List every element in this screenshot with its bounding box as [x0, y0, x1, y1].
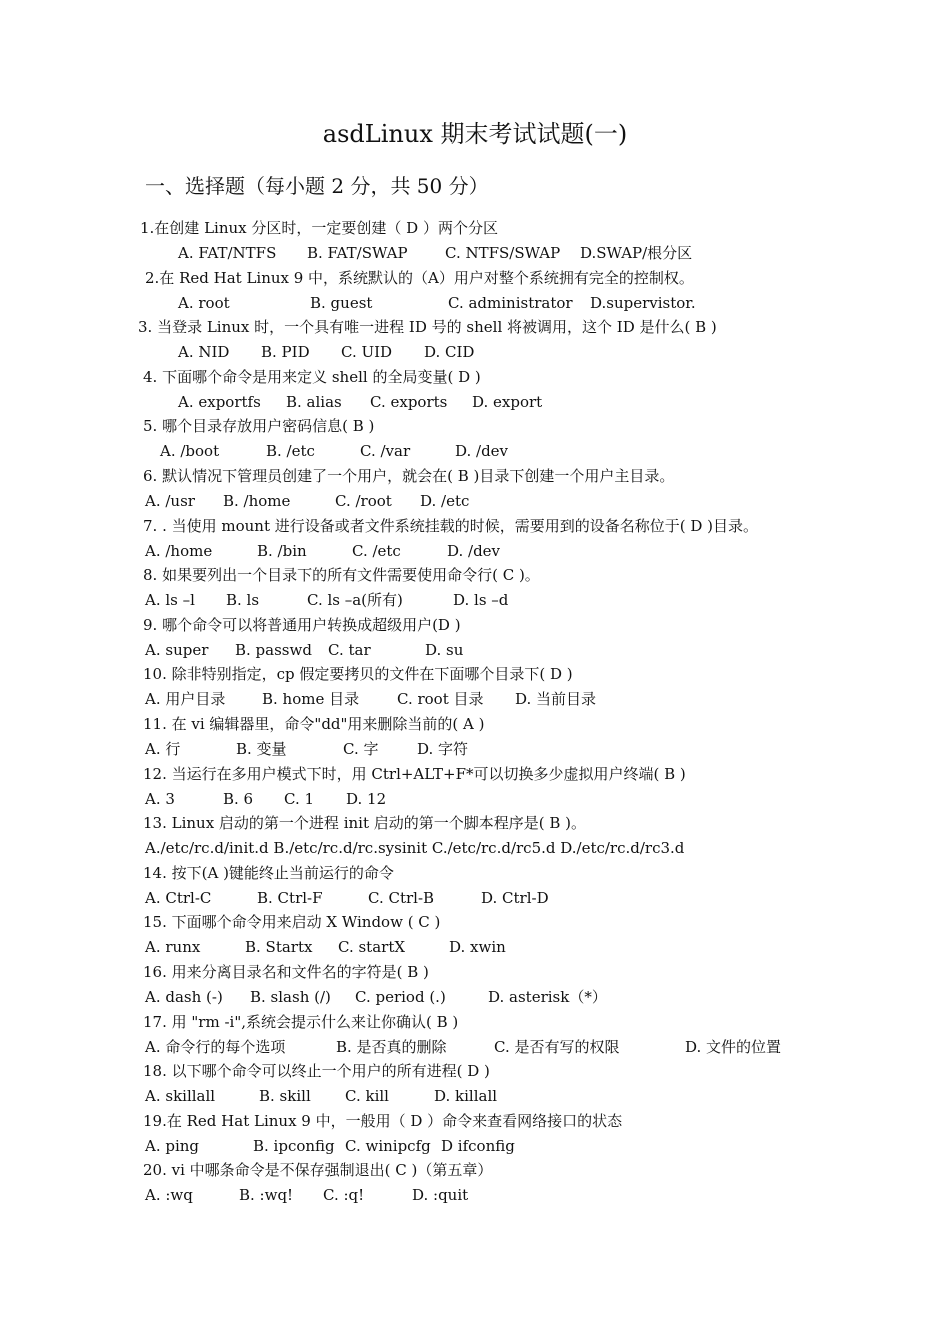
answer-option: A. runx — [145, 938, 201, 957]
answer-option: B. PID — [261, 343, 310, 362]
answer-option: A. /usr — [145, 492, 195, 510]
option-row — [0, 439, 950, 463]
answer-option: D. /dev — [447, 541, 501, 560]
answer-option: A. ping — [145, 1136, 200, 1155]
answer-option: A. skillall — [145, 1087, 216, 1106]
answer-option: D. /etc — [420, 492, 470, 510]
option-row — [0, 935, 950, 959]
answer-option: C. winipcfg — [345, 1136, 431, 1155]
answer-option: B. 变量 — [236, 740, 287, 758]
option-row — [0, 291, 950, 315]
question-text: 8. 如果要列出一个目录下的所有文件需要使用命令行( C )。 — [143, 566, 540, 585]
option-row — [0, 886, 950, 910]
answer-option: D. export — [472, 392, 543, 411]
question-text: 18. 以下哪个命令可以终止一个用户的所有进程( D ) — [143, 1062, 490, 1081]
question-text: 19.在 Red Hat Linux 9 中，一般用（ D ）命令来查看网络接口的状态 — [143, 1111, 623, 1130]
answer-option: B. /bin — [257, 541, 307, 560]
answer-option: C. 是否有写的权限 — [494, 1037, 620, 1056]
option-row — [0, 1134, 950, 1158]
answer-option: B. ipconfig — [253, 1136, 335, 1155]
answer-option: B. slash (/) — [250, 988, 331, 1006]
answer-option: D. asterisk（*） — [488, 988, 607, 1006]
option-row — [0, 836, 950, 860]
answer-option: C. /root — [335, 492, 392, 510]
answer-option: B. skill — [259, 1087, 311, 1106]
answer-option: D ifconfig — [441, 1136, 515, 1155]
answer-option: C. tar — [328, 640, 371, 659]
answer-option: B. FAT/SWAP — [307, 244, 408, 262]
question-text: 4. 下面哪个命令是用来定义 shell 的全局变量( D ) — [143, 367, 481, 386]
answer-option: B. 是否真的删除 — [336, 1037, 447, 1056]
answer-option: D. 当前目录 — [515, 690, 597, 709]
answer-option: A. dash (-) — [145, 988, 223, 1006]
answer-option: C. NTFS/SWAP — [445, 244, 561, 262]
question-text: 15. 下面哪个命令用来启动 X Window ( C ) — [143, 913, 441, 932]
answer-option: A. /boot — [160, 442, 220, 461]
option-row — [0, 489, 950, 513]
answer-option: A. 用户目录 — [145, 690, 226, 709]
answer-option: D. Ctrl-D — [481, 888, 549, 907]
question-text: 17. 用 "rm -i",系统会提示什么来让你确认( B ) — [143, 1012, 459, 1031]
question-text: 9. 哪个命令可以将普通用户转换成超级用户(D ) — [143, 615, 461, 634]
answer-option: C. root 目录 — [397, 690, 484, 709]
answer-option: D. 12 — [346, 789, 387, 808]
option-row — [0, 390, 950, 414]
option-row — [0, 241, 950, 265]
question-text: 11. 在 vi 编辑器里，命令"dd"用来删除当前的( A ) — [143, 715, 485, 733]
answer-option: B. Startx — [245, 938, 313, 957]
answer-option: C. 字 — [343, 740, 379, 758]
option-row — [0, 1035, 950, 1059]
answer-option: C. administrator — [448, 293, 573, 312]
answer-option: B. /home — [223, 492, 291, 510]
answer-option: C. :q! — [323, 1186, 365, 1205]
answer-option: B. guest — [310, 293, 373, 312]
answer-option: B. /etc — [266, 442, 315, 461]
question-text: 7. . 当使用 mount 进行设备或者文件系统挂载的时候，需要用到的设备名称位于( D )目录。 — [143, 516, 759, 535]
answer-option: A. 行 — [145, 740, 181, 758]
answer-option: C. 1 — [284, 789, 315, 808]
answer-option: C. period (.) — [355, 988, 446, 1006]
answer-option: D.SWAP/根分区 — [580, 244, 693, 262]
answer-option: A. root — [178, 293, 230, 312]
option-row — [0, 985, 950, 1009]
question-text: 2.在 Red Hat Linux 9 中，系统默认的（A）用户对整个系统拥有完全的控制权。 — [145, 268, 694, 287]
option-row — [0, 340, 950, 364]
answer-option: B. passwd — [235, 640, 312, 659]
answer-option: A. ls –l — [145, 591, 195, 610]
answer-option: A. Ctrl-C — [145, 888, 212, 907]
answer-option: A. FAT/NTFS — [178, 244, 277, 262]
option-row — [0, 638, 950, 662]
option-row — [0, 787, 950, 811]
section-heading: 一、选择题（每小题 2 分，共 50 分） — [145, 174, 489, 198]
answer-option: A. 命令行的每个选项 — [145, 1037, 286, 1056]
answer-option: A. :wq — [145, 1186, 193, 1205]
answer-option: D. ls –d — [453, 591, 509, 610]
answer-option: C. /etc — [352, 541, 401, 560]
answer-option: A. super — [145, 640, 209, 659]
answer-option: C. ls –a(所有) — [307, 591, 403, 610]
question-text: 5. 哪个目录存放用户密码信息( B ) — [143, 417, 375, 436]
answer-option: D. :quit — [412, 1186, 469, 1205]
answer-option: A. NID — [178, 343, 230, 362]
question-text: 20. vi 中哪条命令是不保存强制退出( C )（第五章） — [143, 1161, 493, 1180]
answer-option: C. /var — [360, 442, 411, 461]
question-text: 13. Linux 启动的第一个进程 init 启动的第一个脚本程序是( B )。 — [143, 814, 587, 833]
answer-option: D. xwin — [449, 938, 506, 957]
answer-option: C. exports — [370, 392, 448, 411]
answer-option: D. 文件的位置 — [685, 1037, 782, 1056]
answer-option: C. UID — [341, 343, 393, 362]
option-row — [0, 1084, 950, 1108]
answer-option: D. su — [425, 640, 464, 659]
answer-option: B. home 目录 — [262, 690, 360, 709]
answer-option: D. CID — [424, 343, 475, 362]
question-text: 10. 除非特别指定，cp 假定要拷贝的文件在下面哪个目录下( D ) — [143, 665, 573, 684]
answer-option: B. :wq! — [239, 1186, 294, 1205]
question-text: 6. 默认情况下管理员创建了一个用户，就会在( B )目录下创建一个用户主目录。 — [143, 467, 675, 485]
answer-option: B. alias — [286, 392, 342, 411]
answer-option: D. 字符 — [417, 740, 469, 758]
question-text: 1.在创建 Linux 分区时，一定要创建（ D ）两个分区 — [140, 219, 498, 237]
option-row — [0, 588, 950, 612]
answer-option: D.supervistor. — [590, 293, 696, 312]
answer-option: B. Ctrl-F — [257, 888, 323, 907]
page-title: asdLinux 期末考试试题(一) — [322, 120, 628, 148]
question-text: 14. 按下(A )键能终止当前运行的命令 — [143, 863, 394, 882]
option-row — [0, 539, 950, 563]
option-row — [0, 737, 950, 761]
question-text: 3. 当登录 Linux 时，一个具有唯一进程 ID 号的 shell 将被调用，这个 ID 是什么( B ) — [138, 318, 717, 337]
question-text: 16. 用来分离目录名和文件名的字符是( B ) — [143, 963, 429, 981]
answer-option: A. exportfs — [178, 392, 261, 411]
answer-option: D. killall — [434, 1087, 498, 1106]
answer-option: B. ls — [226, 591, 260, 610]
answer-option: C. kill — [345, 1087, 389, 1106]
option-row — [0, 687, 950, 711]
answer-option: C. startX — [338, 938, 406, 957]
answer-option: A. 3 — [145, 789, 175, 808]
answer-option: D. /dev — [455, 442, 509, 461]
question-text: 12. 当运行在多用户模式下时，用 Ctrl+ALT+F*可以切换多少虚拟用户终端( B ) — [143, 764, 686, 783]
answer-option: B. 6 — [223, 789, 254, 808]
answer-option: C. Ctrl-B — [368, 888, 435, 907]
answer-option: A./etc/rc.d/init.d B./etc/rc.d/rc.sysinit C./etc/rc.d/rc5.d D./etc/rc.d/rc3.d — [145, 839, 685, 858]
answer-option: A. /home — [145, 541, 213, 560]
option-row — [0, 1183, 950, 1207]
